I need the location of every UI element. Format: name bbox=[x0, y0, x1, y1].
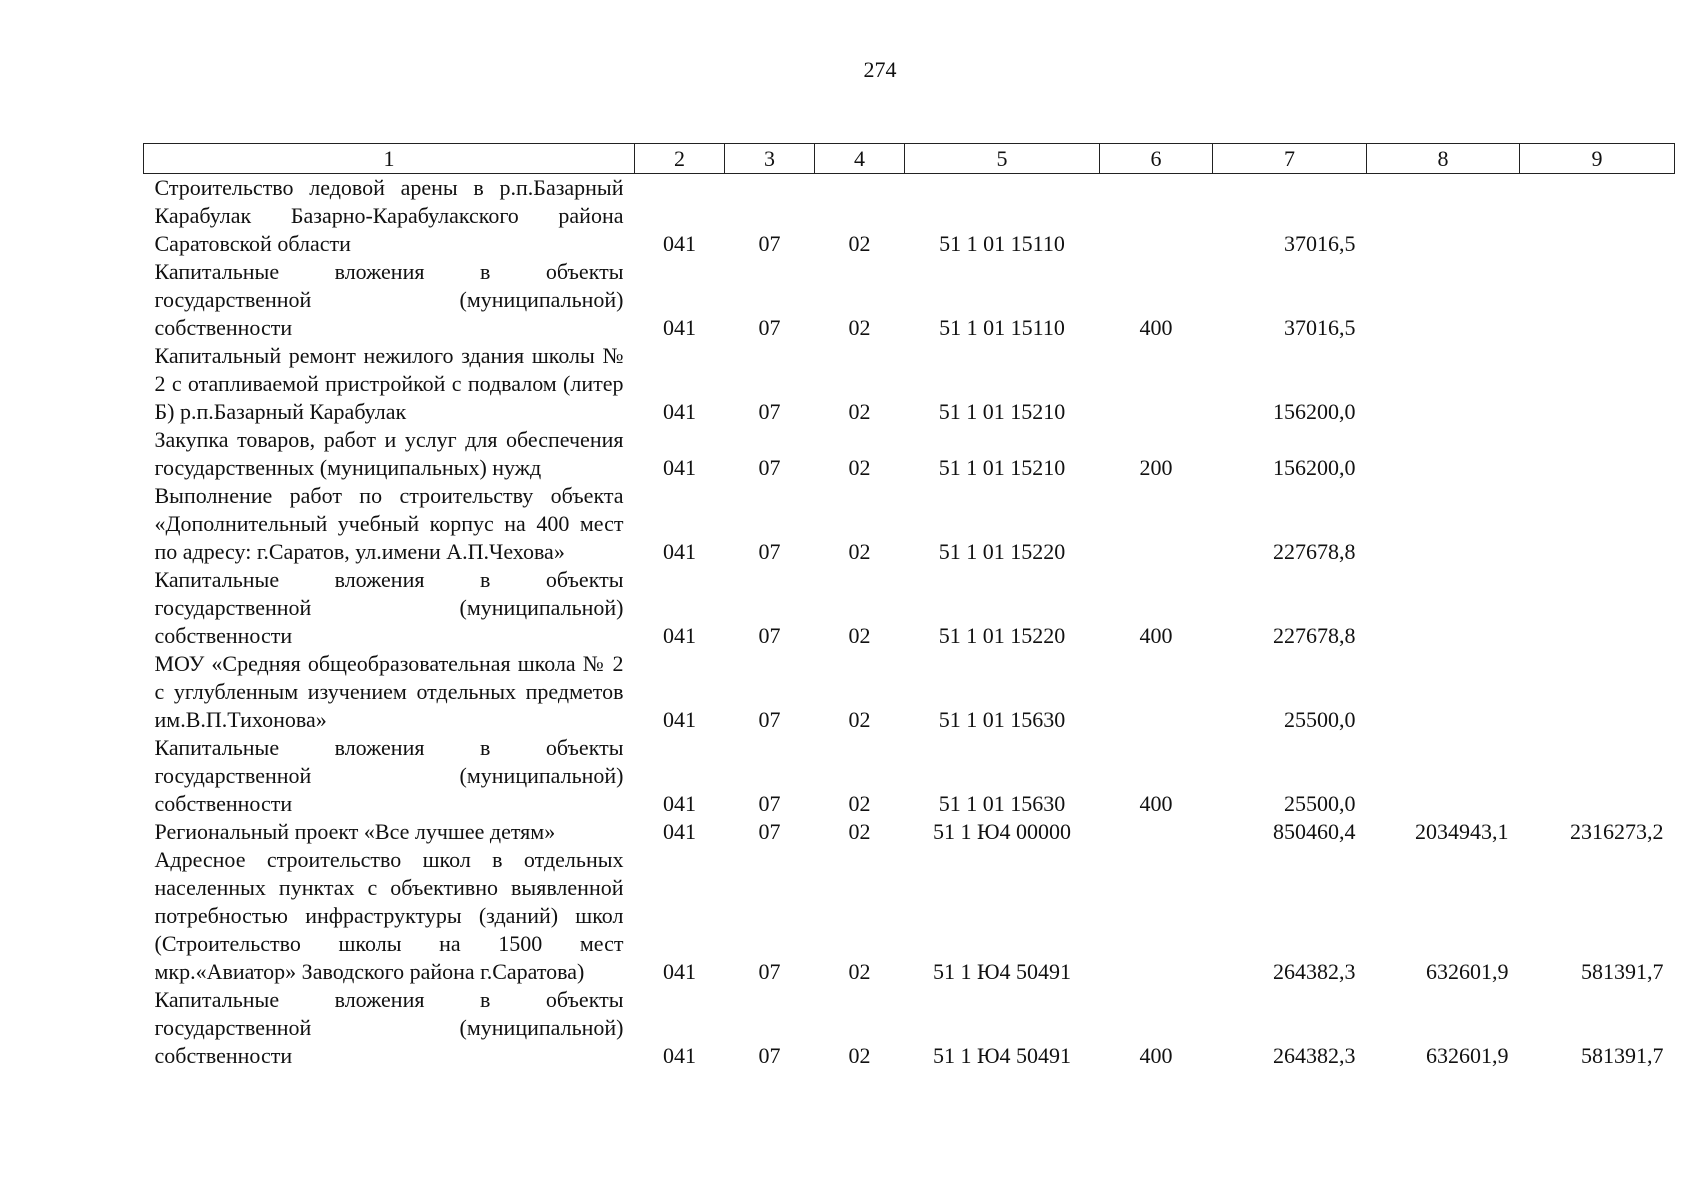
amount-col-8 bbox=[1367, 482, 1520, 566]
amount-col-7: 264382,3 bbox=[1273, 959, 1356, 984]
amount-col-9 bbox=[1520, 482, 1675, 566]
amount-col-9: 581391,7 bbox=[1581, 1043, 1664, 1068]
expense-type-code bbox=[1100, 818, 1213, 846]
target-article-code: 51 1 Ю4 50491 bbox=[932, 1043, 1072, 1068]
row-name: Выполнение работ по строительству объекта «Дополнительный учебный корпус на 400 мест по адресу: г.Саратов, ул.имени А.П.Чехова» bbox=[154, 483, 624, 564]
amount-col-8 bbox=[1367, 650, 1520, 734]
amount-col-9 bbox=[1520, 426, 1675, 482]
ministry-code: 041 bbox=[663, 315, 696, 340]
table-row bbox=[144, 342, 1675, 426]
section-code: 07 bbox=[758, 1043, 781, 1068]
section-code: 07 bbox=[758, 539, 781, 564]
amount-col-9: 581391,7 bbox=[1581, 959, 1664, 984]
table-row bbox=[144, 986, 1675, 1070]
amount-col-7: 156200,0 bbox=[1273, 455, 1356, 480]
column-header-8: 8 bbox=[1367, 144, 1520, 174]
table-row bbox=[144, 650, 1675, 734]
target-article-code: 51 1 01 15220 bbox=[938, 623, 1066, 648]
table-header-row bbox=[144, 144, 1675, 174]
row-name: Капитальные вложения в объекты государственной (муниципальной) собственности bbox=[154, 567, 624, 648]
section-code: 07 bbox=[758, 315, 781, 340]
subsection-code: 02 bbox=[848, 959, 871, 984]
section-code: 07 bbox=[758, 455, 781, 480]
expense-type-code bbox=[1100, 846, 1213, 986]
expense-type-code: 200 bbox=[1139, 455, 1173, 480]
subsection-code: 02 bbox=[848, 315, 871, 340]
ministry-code: 041 bbox=[663, 819, 696, 844]
amount-col-8 bbox=[1367, 342, 1520, 426]
ministry-code: 041 bbox=[663, 539, 696, 564]
column-header-3: 3 bbox=[725, 144, 815, 174]
section-code: 07 bbox=[758, 707, 781, 732]
amount-col-7: 25500,0 bbox=[1284, 791, 1356, 816]
target-article-code: 51 1 01 15630 bbox=[938, 707, 1066, 732]
amount-col-7: 227678,8 bbox=[1273, 539, 1356, 564]
amount-col-9 bbox=[1520, 650, 1675, 734]
subsection-code: 02 bbox=[848, 455, 871, 480]
amount-col-8: 2034943,1 bbox=[1415, 819, 1509, 844]
amount-col-8 bbox=[1367, 734, 1520, 818]
amount-col-8: 632601,9 bbox=[1426, 959, 1509, 984]
table-row bbox=[144, 734, 1675, 818]
target-article-code: 51 1 Ю4 00000 bbox=[932, 819, 1072, 844]
amount-col-7: 264382,3 bbox=[1273, 1043, 1356, 1068]
section-code: 07 bbox=[758, 791, 781, 816]
amount-col-9: 2316273,2 bbox=[1570, 819, 1664, 844]
amount-col-9 bbox=[1520, 734, 1675, 818]
ministry-code: 041 bbox=[663, 1043, 696, 1068]
subsection-code: 02 bbox=[848, 539, 871, 564]
page-number: 274 bbox=[863, 57, 897, 82]
target-article-code: 51 1 01 15210 bbox=[938, 399, 1066, 424]
amount-col-8 bbox=[1367, 426, 1520, 482]
column-header-4: 4 bbox=[815, 144, 905, 174]
row-name: Капитальный ремонт нежилого здания школы № 2 с отапливаемой пристройкой с подвалом (литер Б) р.п.Базарный Карабулак bbox=[154, 343, 624, 424]
expense-type-code bbox=[1100, 342, 1213, 426]
column-header-6: 6 bbox=[1100, 144, 1213, 174]
amount-col-7: 37016,5 bbox=[1284, 231, 1356, 256]
amount-col-9 bbox=[1520, 174, 1675, 259]
row-name: МОУ «Средняя общеобразовательная школа № 2 с углубленным изучением отдельных предметов им.В.П.Тихонова» bbox=[154, 651, 624, 732]
expense-type-code: 400 bbox=[1139, 315, 1173, 340]
section-code: 07 bbox=[758, 231, 781, 256]
amount-col-8: 632601,9 bbox=[1426, 1043, 1509, 1068]
column-header-9: 9 bbox=[1520, 144, 1675, 174]
budget-table bbox=[143, 143, 1675, 1070]
subsection-code: 02 bbox=[848, 231, 871, 256]
expense-type-code bbox=[1100, 174, 1213, 259]
ministry-code: 041 bbox=[663, 623, 696, 648]
amount-col-7: 156200,0 bbox=[1273, 399, 1356, 424]
subsection-code: 02 bbox=[848, 623, 871, 648]
subsection-code: 02 bbox=[848, 399, 871, 424]
row-name: Региональный проект «Все лучшее детям» bbox=[154, 819, 556, 844]
row-name: Адресное строительство школ в отдельных населенных пунктах с объективно выявленной потребностью инфраструктуры (зданий) школ (Строительство школы на 1500 мест мкр.«Авиатор» Заводского района г.Саратова) bbox=[154, 847, 624, 984]
expense-type-code bbox=[1100, 650, 1213, 734]
subsection-code: 02 bbox=[848, 1043, 871, 1068]
amount-col-7: 227678,8 bbox=[1273, 623, 1356, 648]
section-code: 07 bbox=[758, 399, 781, 424]
table-row bbox=[144, 426, 1675, 482]
column-header-1: 1 bbox=[144, 144, 635, 174]
table-row bbox=[144, 566, 1675, 650]
amount-col-9 bbox=[1520, 566, 1675, 650]
section-code: 07 bbox=[758, 623, 781, 648]
amount-col-8 bbox=[1367, 174, 1520, 259]
target-article-code: 51 1 01 15110 bbox=[939, 315, 1065, 340]
section-code: 07 bbox=[758, 959, 781, 984]
ministry-code: 041 bbox=[663, 455, 696, 480]
table-row bbox=[144, 846, 1675, 986]
row-name: Капитальные вложения в объекты государственной (муниципальной) собственности bbox=[154, 735, 624, 816]
amount-col-8 bbox=[1367, 566, 1520, 650]
row-name: Капитальные вложения в объекты государственной (муниципальной) собственности bbox=[154, 987, 624, 1068]
ministry-code: 041 bbox=[663, 791, 696, 816]
section-code: 07 bbox=[758, 819, 781, 844]
row-name: Строительство ледовой арены в р.п.Базарный Карабулак Базарно-Карабулакского района Саратовской области bbox=[154, 175, 624, 256]
ministry-code: 041 bbox=[663, 959, 696, 984]
subsection-code: 02 bbox=[848, 819, 871, 844]
column-header-7: 7 bbox=[1213, 144, 1367, 174]
expense-type-code: 400 bbox=[1139, 1043, 1173, 1068]
expense-type-code: 400 bbox=[1139, 623, 1173, 648]
row-name: Капитальные вложения в объекты государственной (муниципальной) собственности bbox=[154, 259, 624, 340]
expense-type-code bbox=[1100, 482, 1213, 566]
table-row bbox=[144, 818, 1675, 846]
target-article-code: 51 1 01 15220 bbox=[938, 539, 1066, 564]
ministry-code: 041 bbox=[663, 399, 696, 424]
target-article-code: 51 1 Ю4 50491 bbox=[932, 959, 1072, 984]
amount-col-9 bbox=[1520, 258, 1675, 342]
amount-col-8 bbox=[1367, 258, 1520, 342]
target-article-code: 51 1 01 15210 bbox=[938, 455, 1066, 480]
amount-col-7: 37016,5 bbox=[1284, 315, 1356, 340]
column-header-2: 2 bbox=[635, 144, 725, 174]
target-article-code: 51 1 01 15110 bbox=[939, 231, 1065, 256]
ministry-code: 041 bbox=[663, 231, 696, 256]
amount-col-9 bbox=[1520, 342, 1675, 426]
column-header-5: 5 bbox=[905, 144, 1100, 174]
row-name: Закупка товаров, работ и услуг для обеспечения государственных (муниципальных) нужд bbox=[154, 427, 624, 480]
ministry-code: 041 bbox=[663, 707, 696, 732]
amount-col-7: 25500,0 bbox=[1284, 707, 1356, 732]
table-row bbox=[144, 174, 1675, 259]
amount-col-7: 850460,4 bbox=[1273, 819, 1356, 844]
table-row bbox=[144, 258, 1675, 342]
expense-type-code: 400 bbox=[1139, 791, 1173, 816]
table-row bbox=[144, 482, 1675, 566]
target-article-code: 51 1 01 15630 bbox=[938, 791, 1066, 816]
subsection-code: 02 bbox=[848, 791, 871, 816]
subsection-code: 02 bbox=[848, 707, 871, 732]
